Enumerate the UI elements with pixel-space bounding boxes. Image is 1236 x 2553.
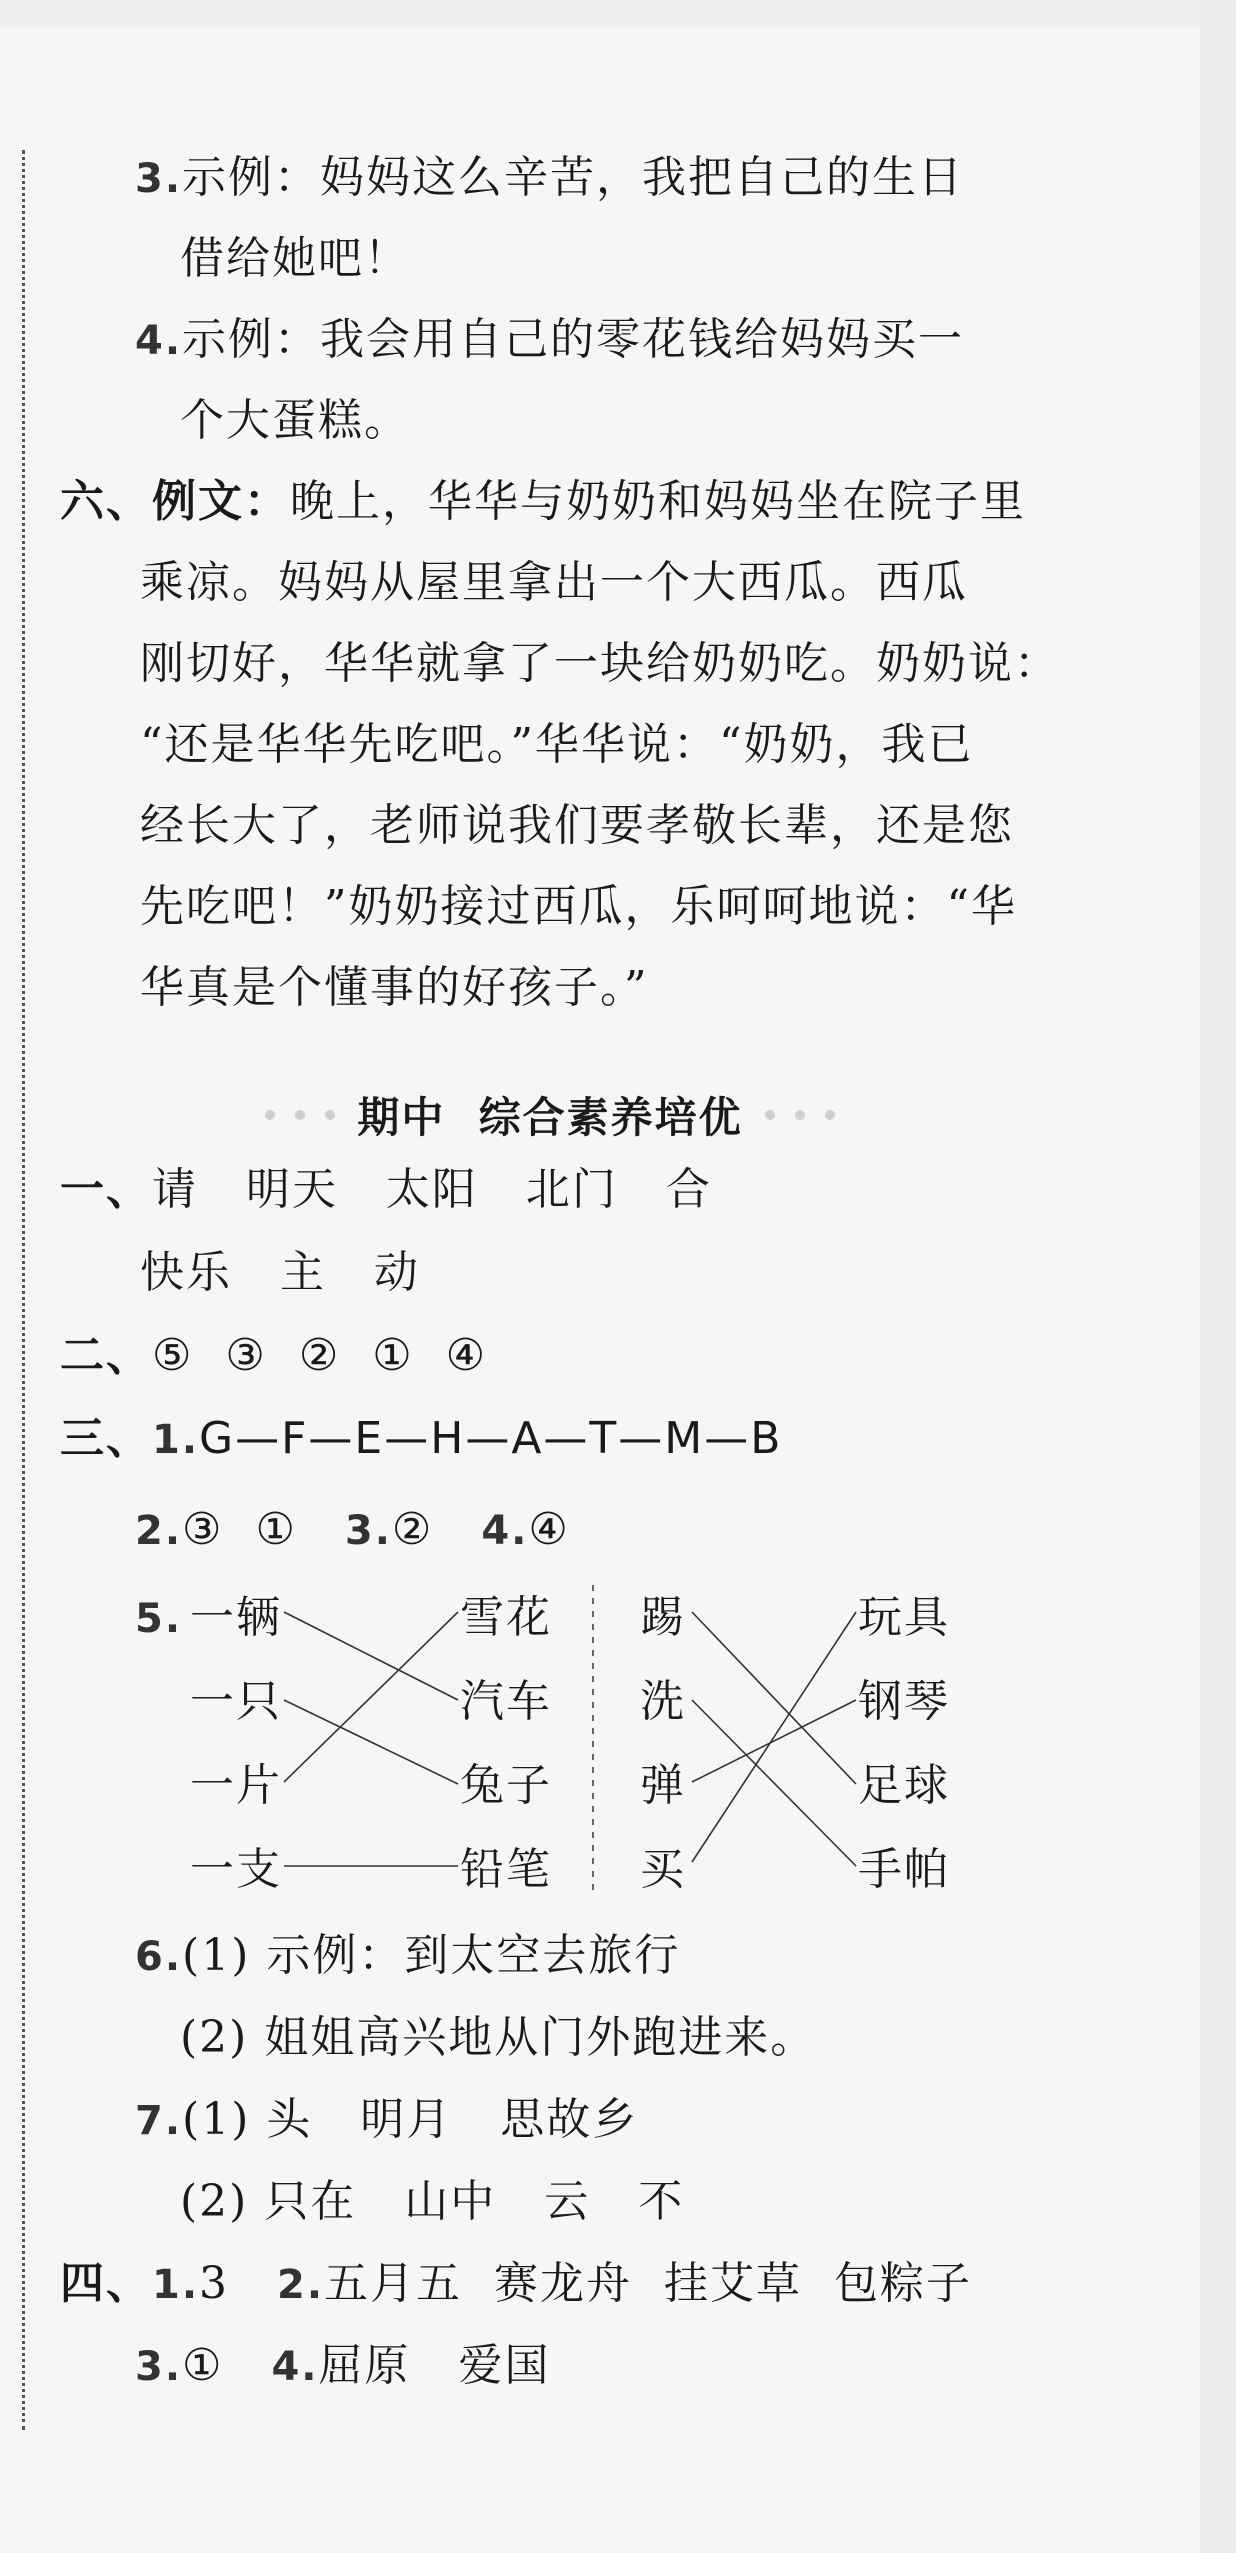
match-left-word: 一片 [190, 1760, 282, 1811]
essay-text: 晚上，华华与奶奶和妈妈坐在院子里 [290, 476, 1026, 527]
answer-text: ④ [528, 1504, 570, 1555]
section-label: 六、例文： [60, 476, 290, 527]
item-number: 3. [135, 156, 183, 202]
match-left-word: 一支 [190, 1844, 282, 1895]
essay-line: 乘凉。妈妈从屋里拿出一个大西瓜。西瓜 [140, 557, 968, 608]
answer-text: ① [182, 2340, 224, 2391]
essay-line: 经长大了，老师说我们要孝敬长辈，还是您 [140, 800, 1014, 851]
match-line [284, 1700, 458, 1784]
section-label: 四、 [60, 2258, 152, 2309]
item-number: 3. [344, 1508, 392, 1554]
prev-item-3-line2: 借给她吧！ [180, 233, 410, 284]
match-line [692, 1612, 856, 1862]
match-right-object: 手帕 [858, 1844, 950, 1895]
match-left-word: 一只 [190, 1676, 282, 1727]
item-number: 4. [271, 2344, 319, 2390]
answer-text: 五月五 赛龙舟 挂艾草 包粽子 [324, 2258, 972, 2309]
match-right-verb: 买 [640, 1844, 686, 1895]
item-number: 4. [135, 318, 183, 364]
q1-line2: 快乐 主 动 [140, 1247, 420, 1298]
answer-text: (1) 头 明月 思故乡 [182, 2094, 639, 2145]
item-number: 1. [152, 1417, 200, 1463]
match-left-target: 雪花 [460, 1592, 552, 1643]
q4-line1 [60, 2254, 972, 2315]
prev-item-4-line2: 个大蛋糕。 [180, 395, 410, 446]
match-left-word: 一辆 [190, 1592, 282, 1643]
section-label: 三、 [60, 1413, 152, 1464]
answer-text: 示例：我会用自己的零花钱给妈妈买一 [182, 314, 965, 365]
q3-item7-line1 [135, 2090, 638, 2151]
item-number: 7. [135, 2098, 183, 2144]
answer-text: ② [391, 1504, 434, 1555]
section-label: 二、 [60, 1330, 152, 1381]
match-right-object: 足球 [858, 1760, 950, 1811]
match-line [284, 1612, 458, 1782]
q4-line2 [135, 2336, 550, 2397]
match-line [692, 1700, 856, 1782]
section-title-text: 期中 综合素养培优 [357, 1093, 743, 1142]
essay-line: 刚切好，华华就拿了一块给奶奶吃。奶奶说： [140, 638, 1060, 689]
answer-text: ⑤ ③ ② ① ④ [152, 1330, 488, 1381]
match-right-verb: 踢 [640, 1592, 686, 1643]
match-left-target: 兔子 [460, 1760, 552, 1811]
answer-text: (1) 示例：到太空去旅行 [182, 1930, 681, 1981]
essay-line: 华真是个懂事的好孩子。” [140, 962, 649, 1013]
match-left-target: 汽车 [460, 1676, 552, 1727]
match-line [284, 1612, 458, 1700]
q3-item6-line2: (2) 姐姐高兴地从门外跑进来。 [180, 2012, 817, 2063]
essay-line: “还是华华先吃吧。”华华说：“奶奶，我已 [140, 719, 974, 770]
essay-line: 先吃吧！”奶奶接过西瓜，乐呵呵地说：“华 [140, 881, 1017, 932]
item-number: 2. [135, 1508, 183, 1554]
item-number: 3. [135, 2344, 183, 2390]
match-right-verb: 洗 [640, 1676, 686, 1727]
answer-text: ③ ① [182, 1504, 297, 1555]
answer-text: 屈原 爱国 [318, 2340, 551, 2391]
section-label: 一、 [60, 1164, 152, 1215]
q3-item7-line2: (2) 只在 山中 云 不 [180, 2176, 685, 2227]
match-right-object: 玩具 [858, 1592, 950, 1643]
item-number: 1. [152, 2262, 200, 2308]
q3-item5-number: 5. [135, 1596, 183, 1642]
q3-item6-line1 [135, 1926, 680, 1987]
item-number: 4. [481, 1508, 529, 1554]
match-left-target: 铅笔 [460, 1844, 552, 1895]
match-line [692, 1700, 856, 1866]
item-number: 6. [135, 1934, 183, 1980]
answer-text: G—F—E—H—A—T—M—B [199, 1413, 783, 1464]
match-right-object: 钢琴 [858, 1676, 950, 1727]
match-line [692, 1612, 856, 1784]
answer-text: 3 [199, 2258, 230, 2309]
match-right-verb: 弹 [640, 1760, 686, 1811]
answer-text: 请 明天 太阳 北门 合 [152, 1164, 712, 1215]
answer-text: 示例：妈妈这么辛苦，我把自己的生日 [182, 152, 965, 203]
item-number: 2. [277, 2262, 325, 2308]
